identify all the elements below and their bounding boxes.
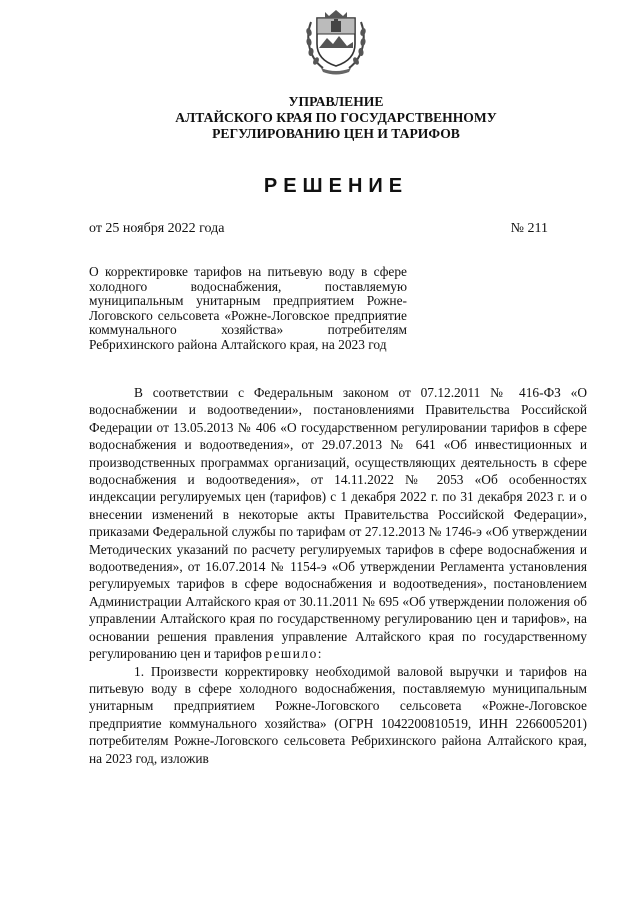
decided-word: решило: xyxy=(265,646,323,662)
document-type-title: РЕШЕНИЕ xyxy=(263,175,409,197)
issuing-agency xyxy=(140,94,532,142)
preamble-paragraph xyxy=(89,384,587,663)
agency-line: РЕГУЛИРОВАНИЮ ЦЕН И ТАРИФОВ xyxy=(212,126,460,141)
document-subject: О корректировке тарифов на питьевую воду в сфере холодного водоснабжения, поставляемую муниципальным унитарным предприятием Рожне-Логовского сельсовета «Рожне-Логовское предприятие коммунального хозяйства» потребителям Ребрихинского района Алтайского края, на 2023 год xyxy=(89,264,407,352)
item-1-paragraph: 1. Произвести корректировку необходимой валовой выручки и тарифов на питьевую воду в сфере холодного водоснабжения, поставляемую муниципальным унитарным предприятием Рожне-Логовского сельсовета «Рожне-Логовское предприятие коммунального хозяйства» (ОГРН 1042200810519, ИНН 2266005201) потребителям Рожне-Логовского сельсовета Ребрихинского района Алтайского края, на 2023 год, изложив xyxy=(89,663,587,766)
agency-line: АЛТАЙСКОГО КРАЯ ПО ГОСУДАРСТВЕННОМУ xyxy=(175,110,497,125)
document-date: от 25 ноября 2022 года xyxy=(89,221,225,236)
altai-krai-coat-of-arms-icon xyxy=(303,8,369,76)
preamble-text: В соответствии с Федеральным законом от 07.12.2011 № 416-ФЗ «О водоснабжении и водоотведении», постановлениями Правительства Российской Федерации от 13.05.2013 № 406 «О государственном регулировании тарифов в сфере водоснабжения и водоотведения», от 29.07.2013 № 641 «Об инвестиционных и производственных программах организаций, осуществляющих деятельность в сфере водоснабжения и водоотведения», от 14.11.2022 № 2053 «Об особенностях индексации регулируемых цен (тарифов) с 1 декабря 2022 г. по 31 декабря 2023 г. и о внесении изменений в некоторые акты Правительства Российской Федерации», приказами Федеральной службы по тарифам от 27.12.2013 № 1746-э «Об утверждении Методических указаний по расчету регулируемых тарифов в сфере водоснабжения и водоотведения», от 16.07.2014 № 1154-э «Об утверждении Регламента установления регулируемых тарифов в сфере водоснабжения и водоотведения», постановлением Администрации Алтайского края от 30.11.2011 № 695 «Об утверждении положения об управлении Алтайского края по государственному регулированию цен и тарифов», на основании решения правления управление Алтайского края по государственному регулированию цен и тарифов xyxy=(89,385,587,662)
document-number: № 211 xyxy=(510,221,548,236)
agency-line: УПРАВЛЕНИЕ xyxy=(288,94,384,109)
document-body xyxy=(89,384,587,767)
